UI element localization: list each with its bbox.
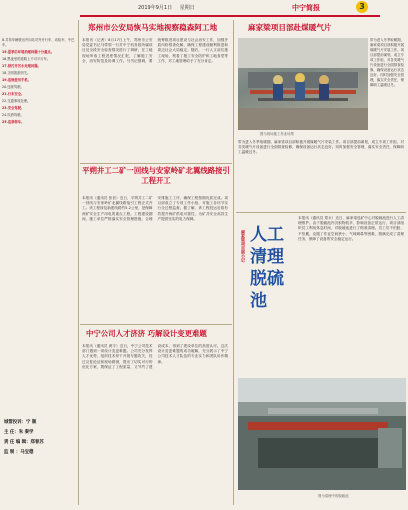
index-footer (4, 418, 76, 458)
date-line (138, 4, 195, 11)
index-item (2, 85, 75, 90)
article-5-caption: 图为清理中的脱硫池 (318, 494, 349, 498)
article-1-body: 本报讯（记者）8月17日上午，郑州市公安局党委书记马带领一行对中宁机务段所属项目及全段安全检查情况进行了调研。在工地现场听取工程进度情况汇报，了解施工安全、治安防范及协调工作。马书记强调，要统筹推进项目建设与社会治安工作，加强矛盾纠纷排查化解，确保工程建设顺利推进和周边社会大局稳定。随后，一行人又前往施工现场，察看了施工安全防护和工地食堂等工作，对工地管理给予了充分肯定。 (82, 38, 228, 63)
column-divider (233, 20, 234, 505)
pond-photo-illustration (238, 378, 406, 490)
index-item (2, 64, 75, 69)
headline-line: 清理 (250, 247, 284, 267)
article-2-title-text: 平朔井工二矿一回线与安家岭矿北翼线路接引工程开工 (82, 166, 230, 185)
workers-photo-illustration (238, 38, 368, 130)
index-item (2, 78, 75, 83)
page-number: 3 (359, 2, 365, 11)
article-5-photo (238, 378, 406, 490)
headline-line: 人工 (250, 225, 284, 245)
index-item-text: 15.夏季后环境治理问题十分重点。 (2, 49, 54, 54)
article-4-photo (238, 38, 368, 130)
index-item-text: 25.违章停车。 (2, 119, 25, 124)
section-divider (80, 163, 232, 164)
index-item-text: 22.交通事故处理。 (2, 98, 31, 103)
footer-line: 监 制 ：马宝德 (4, 450, 34, 455)
section-divider (236, 212, 406, 213)
weekday: 星期日 (179, 5, 195, 11)
index-item-text: 20.违规驾驶。 (2, 84, 24, 89)
index-item (2, 92, 75, 97)
index-item (2, 99, 75, 104)
index-item-text: 24.饮酒驾驶。 (2, 112, 24, 117)
index-item-text: 19.违规使用手机。 (2, 77, 31, 82)
index-item-text: 8.共驾车辆驶出并向站对外开行车、动检车、中巴车。 (2, 38, 75, 47)
index-item-text: 17.排污井污水处理问题。 (2, 63, 41, 68)
index-item (2, 71, 75, 76)
index-item (2, 57, 75, 62)
article-3-title: 中宁公司人才济济 巧解设计变更难题 (86, 329, 207, 338)
index-item-text: 16.黑夜里的道路上不可平行车。 (2, 56, 51, 61)
index-item (2, 113, 75, 118)
article-1-title: 郑州市公安局恢马实地视察稳森阿工地 (88, 23, 218, 32)
article-4-sidebar-text: 带为进入冬季取暖期，麻家梁项目部积极开展煤暖气片安装工作。项目部提前谋划，成立专项工作组，对各类暖气片设备进行全面排查检修，确保设备运行状态良好。同时加强安全管理，落实安全责任，保障职工温暖过冬。 (370, 38, 404, 87)
article-5-headline (250, 224, 294, 312)
column-divider (78, 20, 79, 505)
article-2-body: 本报讯（通讯员 张晋）近日，平朔井工二矿一回线与安家岭矿北翼线路接引工程正式开工。该工程涉及新建线路约5.2公里，是保障两矿安全生产用电的重点工程。工程建设期间，施工单位严格落实安全管理措施，合理安排施工工序，确保工程按期优质完成。项目部成立了专项工作小组，对施工各环节实行全过程监督。据了解，该工程投运后将有效提升两矿供电可靠性，为矿井安全高效生产提供坚实的电力保障。 (82, 196, 228, 221)
footer-line: 主 任：朱 秦学 (4, 430, 34, 435)
article-4-title: 麻家梁项目部赴煤暖气片 (248, 23, 332, 32)
index-item (2, 106, 75, 111)
footer-line: 责 任 编 辑：郑春苏 (4, 440, 44, 445)
page-number-badge (356, 1, 368, 13)
headline-line: 脱硫池 (250, 269, 284, 311)
date: 2019年9月1日 (138, 5, 173, 11)
footer-line: 城管投诉：宁 顺 (4, 420, 37, 425)
article-4-body: 带为进入冬季取暖期，麻家梁项目部积极开展煤暖气片安装工作。项目部提前谋划，成立专项工作组，对各类暖气片设备进行全面排查检修，确保设备运行状态良好。同时加强安全管理，落实安全责任，保障职工温暖过冬。 (238, 140, 404, 155)
section-divider (80, 324, 232, 325)
index-column (2, 38, 75, 127)
article-4-sidebar (370, 38, 404, 138)
index-item-text: 18.文明旅游到关。 (2, 70, 31, 75)
paper-name: 中宁简报 (292, 4, 320, 12)
article-3-body: 本报讯（通讯员 黄宇）近日，中宁公司技术部门遇到一项设计变更难题。公司充分发挥人才优势，组织技术骨干开展专题攻关，经过反复论证和现场勘测，提出了切实可行的优化方案，既保证了工程质量，又节约了建设成本，得到了建设单位的高度认可。这次设计变更难题的成功破解，充分展示了中宁公司技术人才队伍的专业实力和团队协作精神。 (82, 344, 228, 369)
article-4-caption: 图为现场施工作业场景 (260, 132, 294, 136)
article-5-body: 本报讯（通讯员 郑永）近日，麻家梁选矿中心对脱硫池进行人工清理维护。由于脱硫池内沉积物较多，影响设备正常运行，项目部组织员工利用休息时间，对脱硫池进行了彻底清理。员工们不怕脏、不怕累，克服了作业空间狭小、气味刺鼻等困难，圆满完成了清理任务，保障了设备的安全稳定运行。 (298, 216, 404, 241)
index-item (2, 38, 75, 48)
article-2-title (82, 166, 230, 186)
page-header (0, 0, 408, 40)
index-item (2, 50, 75, 55)
index-item-text: 23.安全驾驶。 (2, 105, 25, 110)
index-item (2, 120, 75, 125)
article-5-subtitle: 麻家梁项目部小记 (241, 230, 246, 262)
header-rule (80, 15, 380, 17)
index-item-text: 21.行车安全。 (2, 91, 25, 96)
